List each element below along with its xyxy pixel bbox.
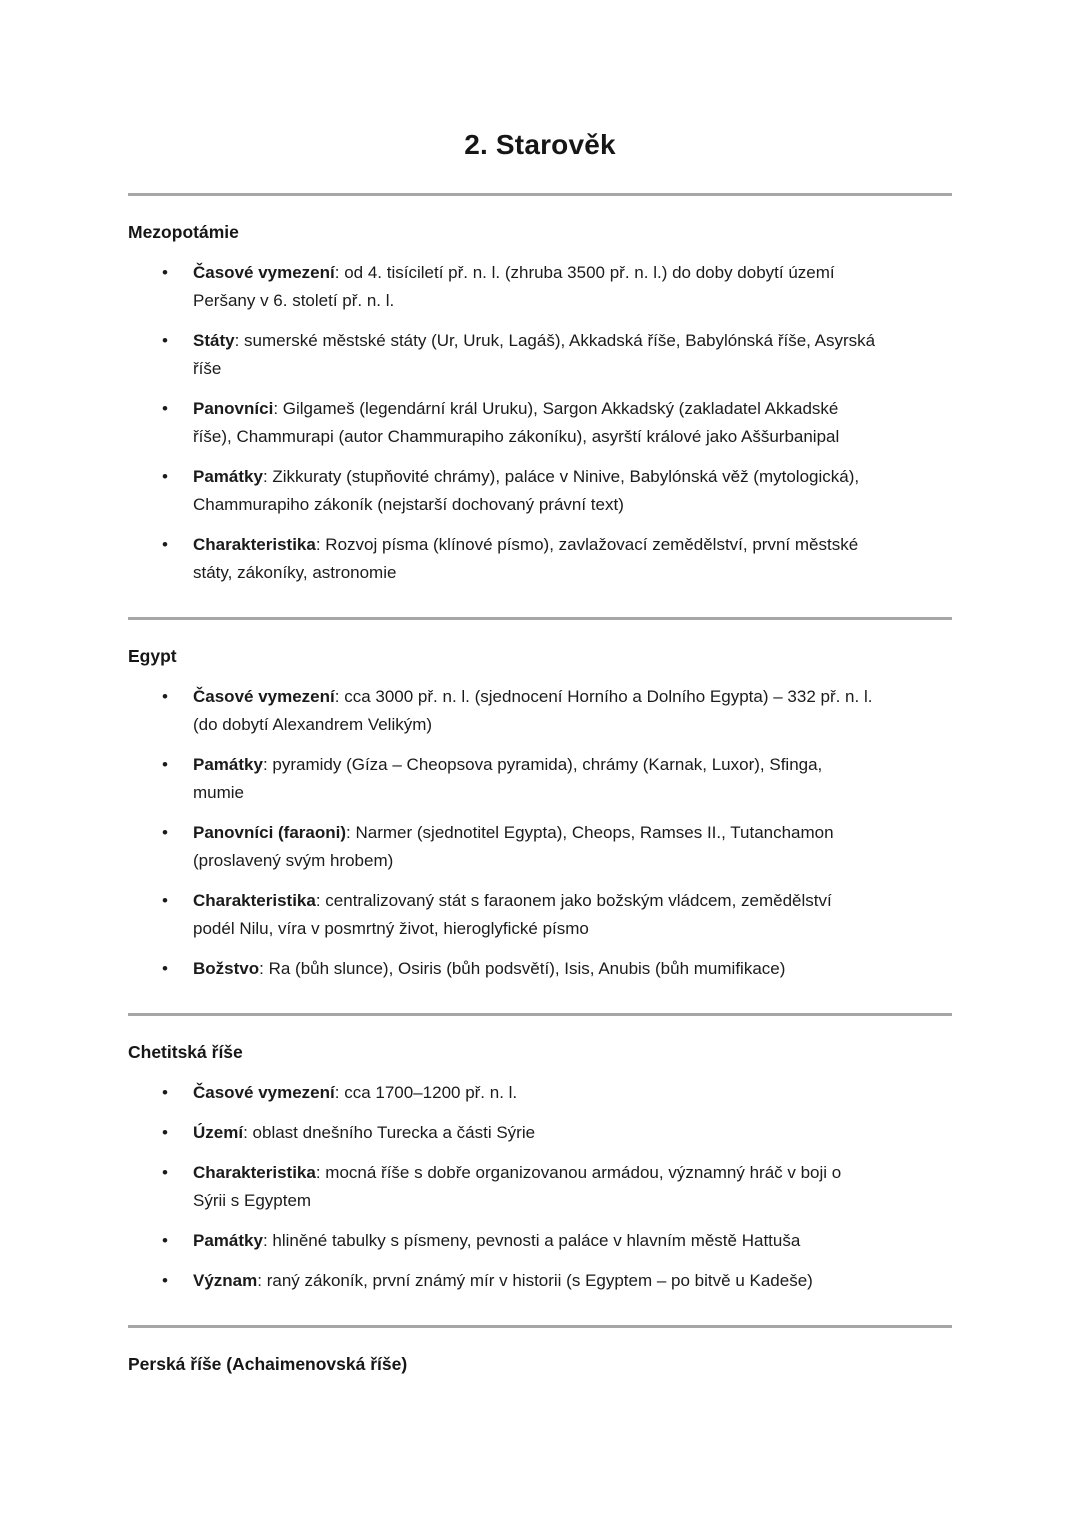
- bullet-body: [193, 1267, 883, 1295]
- document-section: [128, 193, 952, 587]
- bullet-body: [193, 1079, 883, 1107]
- bullet-separator: :: [273, 399, 283, 418]
- bullet-separator: :: [262, 467, 273, 486]
- bullet-item: [128, 751, 952, 807]
- bullet-text: mocná říše s dobře organizovanou armádou, významný hráč v boji o Sýrii s Egyptem: [193, 1163, 842, 1210]
- section-heading: Perská říše (Achaimenovská říše): [128, 1354, 408, 1374]
- section-divider: [128, 617, 952, 620]
- bullet-body: [193, 819, 883, 875]
- bullet-label: Území: [193, 1123, 244, 1142]
- bullet-body: [193, 531, 883, 587]
- bullet-separator: :: [315, 1163, 326, 1182]
- bullet-icon: •: [162, 467, 168, 486]
- bullet-icon: •: [162, 399, 168, 418]
- bullet-item: [128, 1267, 952, 1295]
- bullet-body: [193, 395, 873, 451]
- bullet-item: [128, 887, 952, 943]
- bullet-label: Panovníci (faraoni): [193, 823, 347, 842]
- bullet-text: Narmer (sjednotitel Egypta), Cheops, Ramses II., Tutanchamon (proslavený svým hrobem): [193, 823, 834, 870]
- bullet-separator: :: [334, 263, 345, 282]
- section-heading: Egypt: [128, 646, 177, 666]
- bullet-label: Charakteristika: [193, 535, 316, 554]
- bullet-body: [193, 327, 883, 383]
- bullet-separator: :: [334, 687, 345, 706]
- bullet-body: [193, 751, 853, 807]
- section-heading: Chetitská říše: [128, 1042, 243, 1062]
- bullet-separator: :: [262, 1231, 273, 1250]
- bullet-separator: :: [234, 331, 245, 350]
- bullet-separator: :: [262, 755, 273, 774]
- document-section: [128, 1325, 952, 1377]
- bullet-body: [193, 1227, 883, 1255]
- bullet-text: Rozvoj písma (klínové písmo), zavlažovací zemědělství, první městské státy, zákoníky, astronomie: [193, 535, 859, 582]
- bullet-text: od 4. tisíciletí př. n. l. (zhruba 3500 př. n. l.) do doby dobytí území Peršany v 6. století př. n. l.: [193, 263, 835, 310]
- bullet-separator: :: [346, 823, 356, 842]
- section-heading: Mezopotámie: [128, 222, 239, 242]
- bullet-text: cca 1700–1200 př. n. l.: [344, 1083, 518, 1102]
- section-divider: [128, 1013, 952, 1016]
- bullet-icon: •: [162, 1271, 168, 1290]
- bullet-text: oblast dnešního Turecka a části Sýrie: [252, 1123, 536, 1142]
- bullet-list: [128, 259, 952, 587]
- bullet-text: Gilgameš (legendární král Uruku), Sargon Akkadský (zakladatel Akkadské říše), Chammurapi (autor Chammurapiho zákoníku), asyrští králové jako Aššurbanipal: [193, 399, 840, 446]
- bullet-item: [128, 1227, 952, 1255]
- bullet-icon: •: [162, 687, 168, 706]
- bullet-icon: •: [162, 891, 168, 910]
- document-title: 2. Starověk: [464, 129, 616, 160]
- bullet-icon: •: [162, 1231, 168, 1250]
- bullet-text: cca 3000 př. n. l. (sjednocení Horního a Dolního Egypta) – 332 př. n. l. (do dobytí Alexandrem Velikým): [193, 687, 873, 734]
- bullet-separator: :: [315, 535, 326, 554]
- bullet-icon: •: [162, 755, 168, 774]
- bullet-separator: :: [259, 959, 269, 978]
- bullet-body: [193, 1159, 868, 1215]
- bullet-item: [128, 1119, 952, 1147]
- bullet-separator: :: [334, 1083, 345, 1102]
- bullet-icon: •: [162, 823, 168, 842]
- document-section: [128, 617, 952, 983]
- section-divider: [128, 1325, 952, 1328]
- sections-container: [128, 193, 952, 1377]
- bullet-label: Státy: [193, 331, 235, 350]
- bullet-item: [128, 955, 952, 983]
- bullet-label: Časové vymezení: [193, 1083, 335, 1102]
- bullet-body: [193, 887, 868, 943]
- bullet-body: [193, 463, 883, 519]
- section-divider: [128, 193, 952, 196]
- bullet-label: Význam: [193, 1271, 258, 1290]
- bullet-item: [128, 327, 952, 383]
- bullet-label: Památky: [193, 467, 263, 486]
- bullet-icon: •: [162, 959, 168, 978]
- bullet-text: centralizovaný stát s faraonem jako božským vládcem, zemědělství podél Nilu, víra v posmrtný život, hieroglyfické písmo: [193, 891, 832, 938]
- bullet-separator: :: [243, 1123, 253, 1142]
- bullet-label: Časové vymezení: [193, 687, 335, 706]
- bullet-text: Ra (bůh slunce), Osiris (bůh podsvětí), Isis, Anubis (bůh mumifikace): [268, 959, 786, 978]
- bullet-icon: •: [162, 1123, 168, 1142]
- bullet-icon: •: [162, 331, 168, 350]
- bullet-text: pyramidy (Gíza – Cheopsova pyramida), chrámy (Karnak, Luxor), Sfinga, mumie: [193, 755, 823, 802]
- document-section: [128, 1013, 952, 1295]
- bullet-body: [193, 259, 883, 315]
- bullet-item: [128, 463, 952, 519]
- bullet-icon: •: [162, 1163, 168, 1182]
- bullet-item: [128, 1159, 952, 1215]
- bullet-separator: :: [315, 891, 326, 910]
- bullet-label: Charakteristika: [193, 891, 316, 910]
- bullet-item: [128, 683, 952, 739]
- bullet-label: Časové vymezení: [193, 263, 335, 282]
- bullet-icon: •: [162, 535, 168, 554]
- bullet-icon: •: [162, 263, 168, 282]
- bullet-text: Zikkuraty (stupňovité chrámy), paláce v Ninive, Babylónská věž (mytologická), Chammurapiho zákoník (nejstarší dochovaný právní text): [193, 467, 860, 514]
- bullet-label: Panovníci: [193, 399, 274, 418]
- bullet-text: raný zákoník, první známý mír v historii (s Egyptem – po bitvě u Kadeše): [266, 1271, 813, 1290]
- bullet-text: sumerské městské státy (Ur, Uruk, Lagáš), Akkadská říše, Babylónská říše, Asyrská říše: [193, 331, 876, 378]
- bullet-text: hliněné tabulky s písmeny, pevnosti a paláce v hlavním městě Hattuša: [272, 1231, 801, 1250]
- bullet-list: [128, 683, 952, 983]
- bullet-icon: •: [162, 1083, 168, 1102]
- bullet-label: Božstvo: [193, 959, 260, 978]
- bullet-item: [128, 395, 952, 451]
- bullet-item: [128, 531, 952, 587]
- bullet-label: Památky: [193, 1231, 263, 1250]
- bullet-body: [193, 683, 883, 739]
- bullet-item: [128, 1079, 952, 1107]
- bullet-body: [193, 955, 883, 983]
- bullet-label: Památky: [193, 755, 263, 774]
- bullet-label: Charakteristika: [193, 1163, 316, 1182]
- bullet-body: [193, 1119, 883, 1147]
- bullet-separator: :: [257, 1271, 267, 1290]
- bullet-item: [128, 259, 952, 315]
- bullet-list: [128, 1079, 952, 1295]
- bullet-item: [128, 819, 952, 875]
